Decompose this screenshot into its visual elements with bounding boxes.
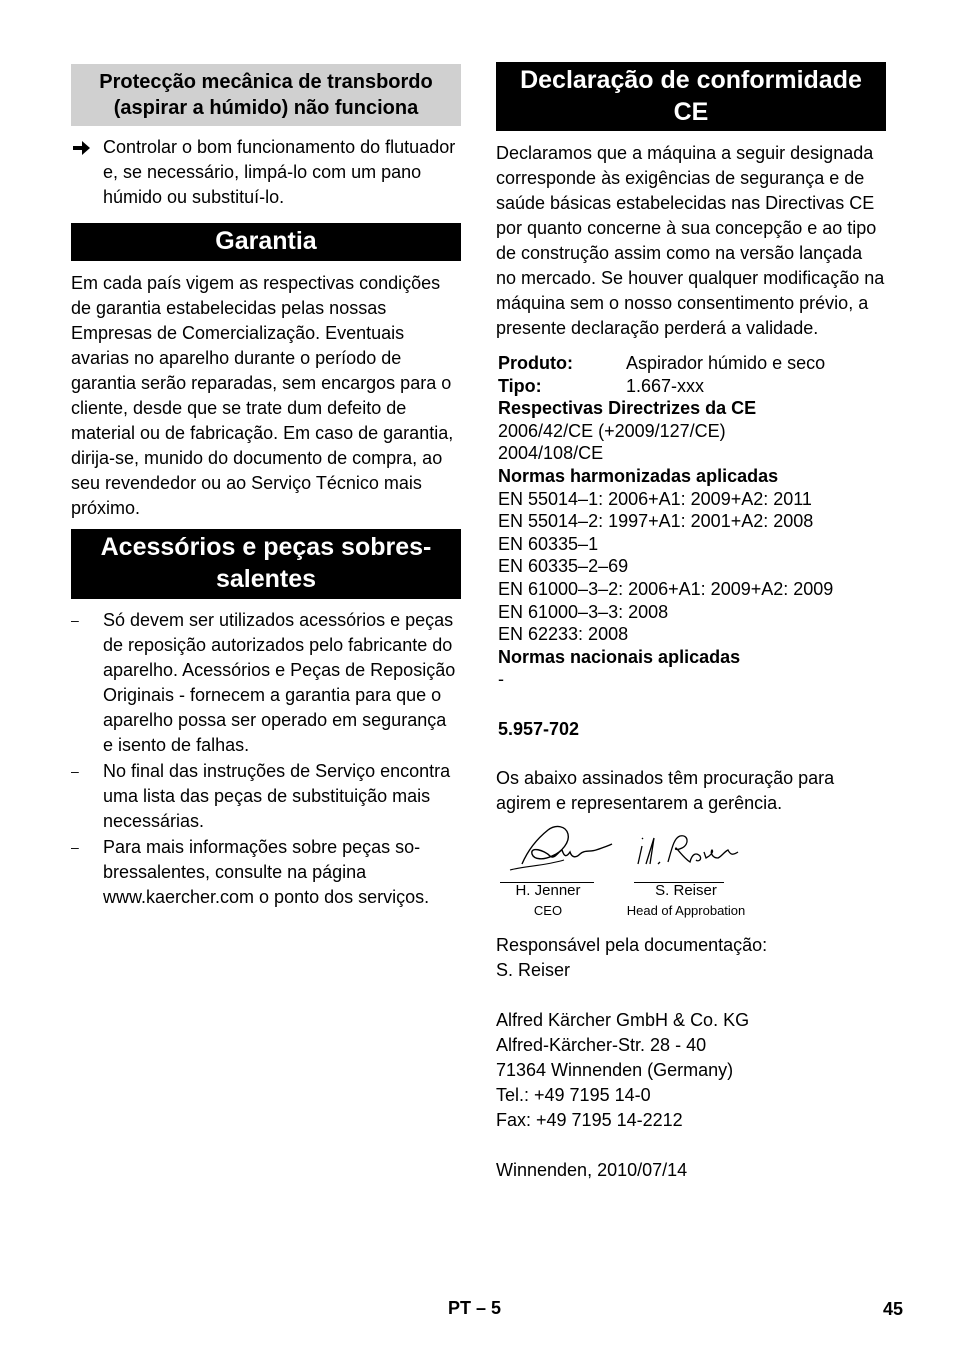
- place-date: Winnenden, 2010/07/14: [496, 1159, 688, 1180]
- standard-line: EN 55014–1: 2006+A1: 2009+A2: 2011: [498, 488, 812, 509]
- signer-2-role: Head of Approbation: [626, 902, 746, 918]
- heading-garantia: Garantia: [71, 223, 461, 261]
- signature-jenner-image: [504, 820, 614, 880]
- footer-page-number: 45: [883, 1299, 904, 1319]
- declaracao-paragraph: Declaramos que a máquina a seguir designada corresponde às exigências de segurança e de saúde básicas estabelecidas nas Directivas CE por quanto concerne à sua concepção e ao tipo de construção assim como na versão lançada no mercado. Se houver qualquer modificação na máquina sem o nosso consentimento prévio, a presente declaração perderá a validade.: [496, 143, 885, 338]
- right-column: [496, 62, 886, 1183]
- heading-overflow-protection: Protecção mecânica de transbordo (aspirar a húmido) não funciona: [71, 64, 461, 126]
- standard-line: EN 60335–2–69: [498, 556, 629, 577]
- directive-line: 2004/108/CE: [498, 443, 604, 464]
- list-item-text: No final das instruções de Serviço encontra uma lista das peças de substituição mais necessárias.: [103, 761, 451, 831]
- list-item-text: Só devem ser utilizados acessórios e peças de reposição autorizados pelo fabricante do aparelho. Acessórios e Peças de Reposição Originais - fornecem a garantia para que o aparelho possa ser operado em segurança e isento de falhas.: [103, 610, 456, 755]
- documentation-name: S. Reiser: [496, 959, 571, 980]
- harmonized-label: Normas harmonizadas aplicadas: [498, 465, 779, 486]
- standard-line: EN 61000–3–3: 2008: [498, 601, 669, 622]
- specifications: [496, 352, 886, 691]
- instruction-item: [71, 135, 461, 210]
- directives-label: Respectivas Directrizes da CE: [498, 398, 757, 419]
- signature-area: [496, 826, 886, 936]
- list-item: [71, 835, 461, 910]
- signer-1: [496, 882, 600, 919]
- right-arrow-icon: [71, 135, 91, 165]
- documentation-label: Responsável pela documentação:: [496, 934, 768, 955]
- acessorios-list: [71, 608, 461, 910]
- national-label: Normas nacionais aplicadas: [498, 646, 741, 667]
- address-line: Tel.: +49 7195 14-0: [496, 1084, 651, 1105]
- address-line: 71364 Winnenden (Germany): [496, 1059, 734, 1080]
- national-value: -: [498, 669, 504, 690]
- signer-2: [620, 882, 752, 919]
- spec-value: Aspirador húmido e seco: [626, 353, 826, 373]
- dash-bullet: –: [71, 839, 79, 855]
- left-column: [71, 62, 461, 911]
- dash-bullet: –: [71, 612, 79, 628]
- spec-label: Tipo:: [498, 375, 542, 396]
- standard-line: EN 60335–1: [498, 533, 599, 554]
- dash-bullet: –: [71, 763, 79, 779]
- heading-declaracao: Declaração de conformidade CE: [496, 62, 886, 131]
- standard-line: EN 55014–2: 1997+A1: 2001+A2: 2008: [498, 511, 814, 532]
- list-item: [71, 608, 461, 758]
- list-item-text: Para mais informações sobre peças sobressalentes, consulte na página www.kaercher.com o ponto dos serviços.: [103, 837, 430, 907]
- spec-row-tipo: [498, 375, 886, 398]
- company-address: [496, 1008, 886, 1133]
- footer-language-page: PT – 5: [448, 1298, 502, 1318]
- heading-acessorios: Acessórios e peças sobressalentes: [71, 529, 461, 599]
- signature-reiser-image: [632, 828, 742, 878]
- address-line: Alfred Kärcher GmbH & Co. KG: [496, 1009, 750, 1030]
- standard-line: EN 61000–3–2: 2006+A1: 2009+A2: 2009: [498, 578, 834, 599]
- standard-line: EN 62233: 2008: [498, 624, 629, 645]
- signer-1-role: CEO: [533, 902, 563, 918]
- list-item: [71, 759, 461, 834]
- address-line: Alfred-Kärcher-Str. 28 - 40: [496, 1034, 707, 1055]
- spec-label: Produto:: [498, 353, 573, 373]
- spec-row-produto: [498, 352, 886, 375]
- address-line: Fax: +49 7195 14-2212: [496, 1109, 683, 1130]
- signer-2-name: S. Reiser: [655, 881, 717, 899]
- spec-value: 1.667-xxx: [626, 375, 705, 396]
- signer-1-name: H. Jenner: [515, 881, 581, 899]
- instruction-text: Controlar o bom funcionamento do flutuador e, se necessário, limpá-lo com um pano húmido ou substituí-lo.: [103, 137, 456, 207]
- garantia-paragraph: Em cada país vigem as respectivas condições de garantia estabelecidas pelas nossas Empresas de Comercialização. Eventuais avarias no aparelho durante o período de garantia serão reparadas, sem encargos para o cliente, desde que se trate dum defeito de material ou de fabricação. Em caso de garantia, dirija-se, munido do documento de compra, ao seu revendedor ou ao Serviço Técnico mais próximo.: [71, 273, 454, 518]
- part-number: 5.957-702: [498, 718, 580, 739]
- signatories-paragraph: Os abaixo assinados têm procuração para agirem e representarem a gerência.: [496, 767, 835, 813]
- directive-line: 2006/42/CE (+2009/127/CE): [498, 420, 726, 441]
